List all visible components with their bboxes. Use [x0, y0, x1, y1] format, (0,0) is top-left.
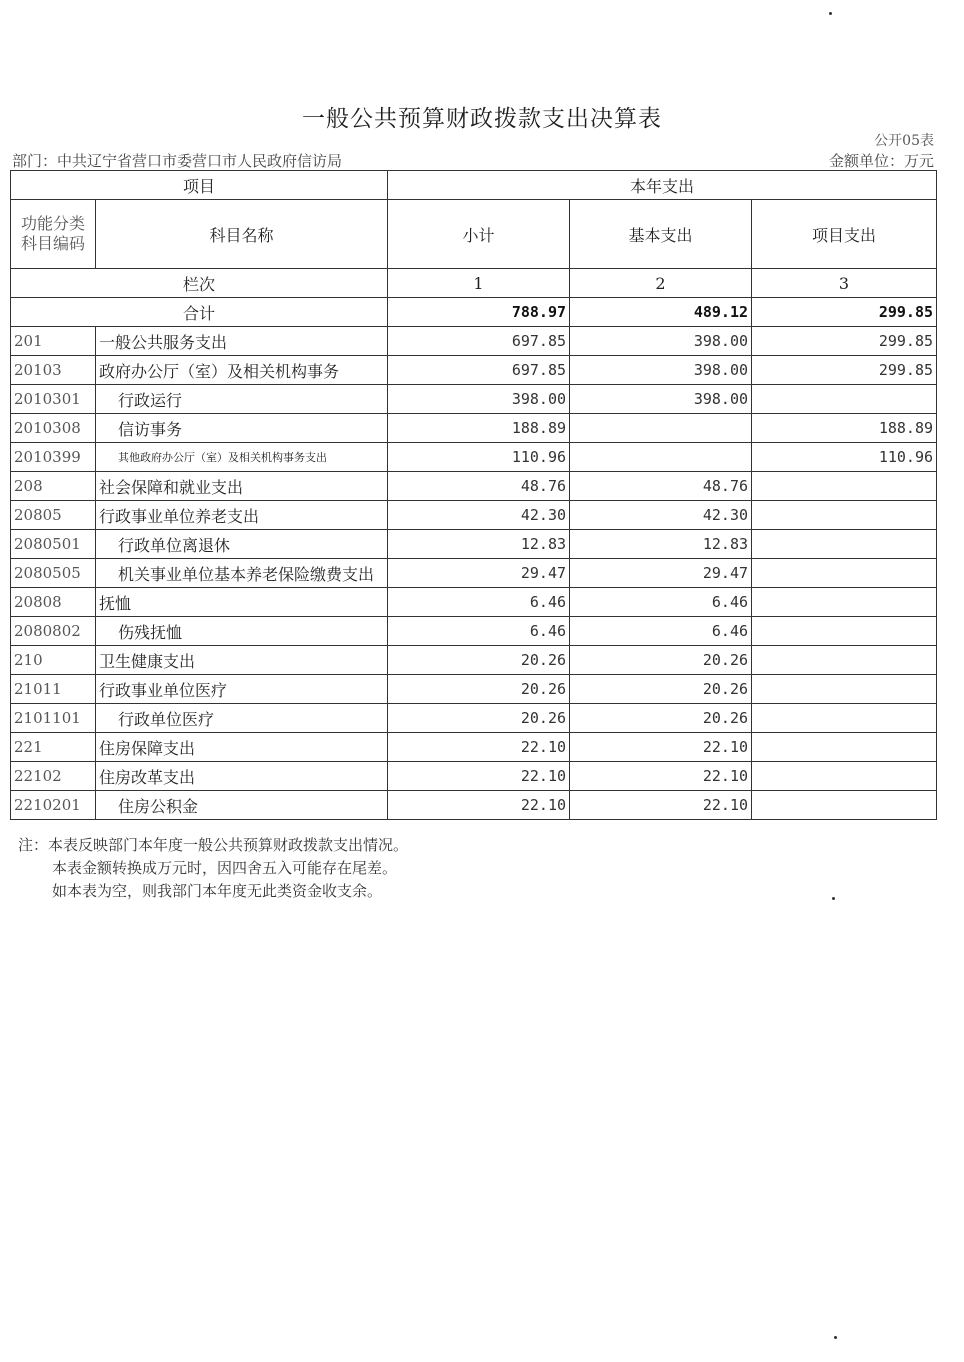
row-project	[752, 530, 937, 559]
row-code: 2080501	[11, 530, 96, 559]
row-code: 20805	[11, 501, 96, 530]
scan-speck	[834, 1336, 837, 1339]
row-subtotal: 6.46	[388, 617, 570, 646]
row-subtotal: 6.46	[388, 588, 570, 617]
row-name: 行政事业单位医疗	[96, 675, 388, 704]
table-row	[11, 530, 937, 559]
column-index-row	[11, 269, 937, 298]
column-index-1: 1	[388, 269, 570, 298]
note-line: 本表金额转换成万元时，因四舍五入可能存在尾差。	[52, 859, 398, 877]
row-basic: 48.76	[570, 472, 752, 501]
row-basic: 22.10	[570, 791, 752, 820]
row-code: 20103	[11, 356, 96, 385]
row-code: 2101101	[11, 704, 96, 733]
row-name: 机关事业单位基本养老保险缴费支出	[96, 559, 388, 588]
row-name: 住房保障支出	[96, 733, 388, 762]
row-name: 行政运行	[96, 385, 388, 414]
item-header: 项目	[11, 171, 388, 200]
column-index-3: 3	[752, 269, 937, 298]
row-subtotal: 110.96	[388, 443, 570, 472]
subtotal-header: 小计	[388, 200, 570, 269]
total-row	[11, 298, 937, 327]
row-project: 188.89	[752, 414, 937, 443]
total-project: 299.85	[752, 298, 937, 327]
amount-unit-label: 金额单位：万元	[828, 152, 934, 170]
table-row	[11, 472, 937, 501]
row-code: 201	[11, 327, 96, 356]
row-basic: 20.26	[570, 704, 752, 733]
row-subtotal: 22.10	[388, 762, 570, 791]
row-subtotal: 697.85	[388, 356, 570, 385]
row-name: 社会保障和就业支出	[96, 472, 388, 501]
row-code: 2210201	[11, 791, 96, 820]
table-row	[11, 588, 937, 617]
row-code: 22102	[11, 762, 96, 791]
row-name: 行政事业单位养老支出	[96, 501, 388, 530]
row-code: 2080802	[11, 617, 96, 646]
header-row-columns	[11, 200, 937, 269]
row-project	[752, 791, 937, 820]
row-name: 行政单位医疗	[96, 704, 388, 733]
row-subtotal: 29.47	[388, 559, 570, 588]
row-name: 行政单位离退休	[96, 530, 388, 559]
column-index-2: 2	[570, 269, 752, 298]
row-code: 2010399	[11, 443, 96, 472]
table-row	[11, 559, 937, 588]
row-project	[752, 385, 937, 414]
note-line: 如本表为空，则我部门本年度无此类资金收支余。	[52, 882, 383, 900]
row-code: 20808	[11, 588, 96, 617]
row-subtotal: 22.10	[388, 733, 570, 762]
basic-header: 基本支出	[570, 200, 752, 269]
row-project: 299.85	[752, 327, 937, 356]
row-subtotal: 12.83	[388, 530, 570, 559]
row-project	[752, 501, 937, 530]
row-name: 卫生健康支出	[96, 646, 388, 675]
row-basic: 12.83	[570, 530, 752, 559]
table-row	[11, 327, 937, 356]
row-code: 2080505	[11, 559, 96, 588]
table-row	[11, 414, 937, 443]
table-row	[11, 356, 937, 385]
row-basic: 6.46	[570, 617, 752, 646]
row-basic: 42.30	[570, 501, 752, 530]
row-code: 208	[11, 472, 96, 501]
row-basic: 22.10	[570, 762, 752, 791]
row-basic: 20.26	[570, 675, 752, 704]
current-year-header: 本年支出	[388, 171, 937, 200]
project-header: 项目支出	[752, 200, 937, 269]
row-basic: 20.26	[570, 646, 752, 675]
scan-speck	[832, 897, 835, 900]
table-row	[11, 704, 937, 733]
table-row	[11, 617, 937, 646]
table-row	[11, 733, 937, 762]
page-title: 一般公共预算财政拨款支出决算表	[302, 106, 662, 132]
row-project	[752, 472, 937, 501]
row-basic	[570, 443, 752, 472]
department-label: 部门：中共辽宁省营口市委营口市人民政府信访局	[12, 152, 343, 170]
table-row	[11, 791, 937, 820]
row-project	[752, 646, 937, 675]
row-code: 221	[11, 733, 96, 762]
row-code: 21011	[11, 675, 96, 704]
row-subtotal: 697.85	[388, 327, 570, 356]
row-name: 其他政府办公厅（室）及相关机构事务支出	[96, 443, 388, 472]
table-row	[11, 501, 937, 530]
form-number: 公开05表	[874, 133, 934, 149]
row-code: 2010301	[11, 385, 96, 414]
scan-speck	[829, 12, 832, 15]
row-subtotal: 42.30	[388, 501, 570, 530]
row-basic	[570, 414, 752, 443]
total-label: 合计	[11, 298, 388, 327]
expenditure-table	[10, 170, 937, 820]
row-project	[752, 733, 937, 762]
notes	[18, 834, 408, 903]
row-subtotal: 188.89	[388, 414, 570, 443]
row-project	[752, 588, 937, 617]
note-line: 注：本表反映部门本年度一般公共预算财政拨款支出情况。	[18, 836, 409, 854]
table-row	[11, 646, 937, 675]
table-row	[11, 762, 937, 791]
row-subtotal: 20.26	[388, 646, 570, 675]
row-name: 住房改革支出	[96, 762, 388, 791]
total-basic: 489.12	[570, 298, 752, 327]
row-name: 住房公积金	[96, 791, 388, 820]
table-row	[11, 385, 937, 414]
table-row	[11, 443, 937, 472]
row-basic: 29.47	[570, 559, 752, 588]
row-project	[752, 704, 937, 733]
row-name: 伤残抚恤	[96, 617, 388, 646]
row-basic: 22.10	[570, 733, 752, 762]
row-project	[752, 559, 937, 588]
row-name: 信访事务	[96, 414, 388, 443]
row-project: 299.85	[752, 356, 937, 385]
row-name: 抚恤	[96, 588, 388, 617]
header-row-top	[11, 171, 937, 200]
total-subtotal: 788.97	[388, 298, 570, 327]
row-subtotal: 20.26	[388, 704, 570, 733]
row-subtotal: 22.10	[388, 791, 570, 820]
row-name: 政府办公厅（室）及相关机构事务	[96, 356, 388, 385]
row-project	[752, 762, 937, 791]
subject-name-header: 科目名称	[96, 200, 388, 269]
table-row	[11, 675, 937, 704]
row-name: 一般公共服务支出	[96, 327, 388, 356]
row-basic: 398.00	[570, 385, 752, 414]
row-project	[752, 675, 937, 704]
row-basic: 398.00	[570, 356, 752, 385]
row-basic: 6.46	[570, 588, 752, 617]
row-code: 2010308	[11, 414, 96, 443]
func-code-header: 功能分类科目编码	[11, 200, 96, 269]
row-basic: 398.00	[570, 327, 752, 356]
row-project	[752, 617, 937, 646]
row-subtotal: 398.00	[388, 385, 570, 414]
row-subtotal: 20.26	[388, 675, 570, 704]
row-subtotal: 48.76	[388, 472, 570, 501]
row-code: 210	[11, 646, 96, 675]
column-index-label: 栏次	[11, 269, 388, 298]
row-project: 110.96	[752, 443, 937, 472]
